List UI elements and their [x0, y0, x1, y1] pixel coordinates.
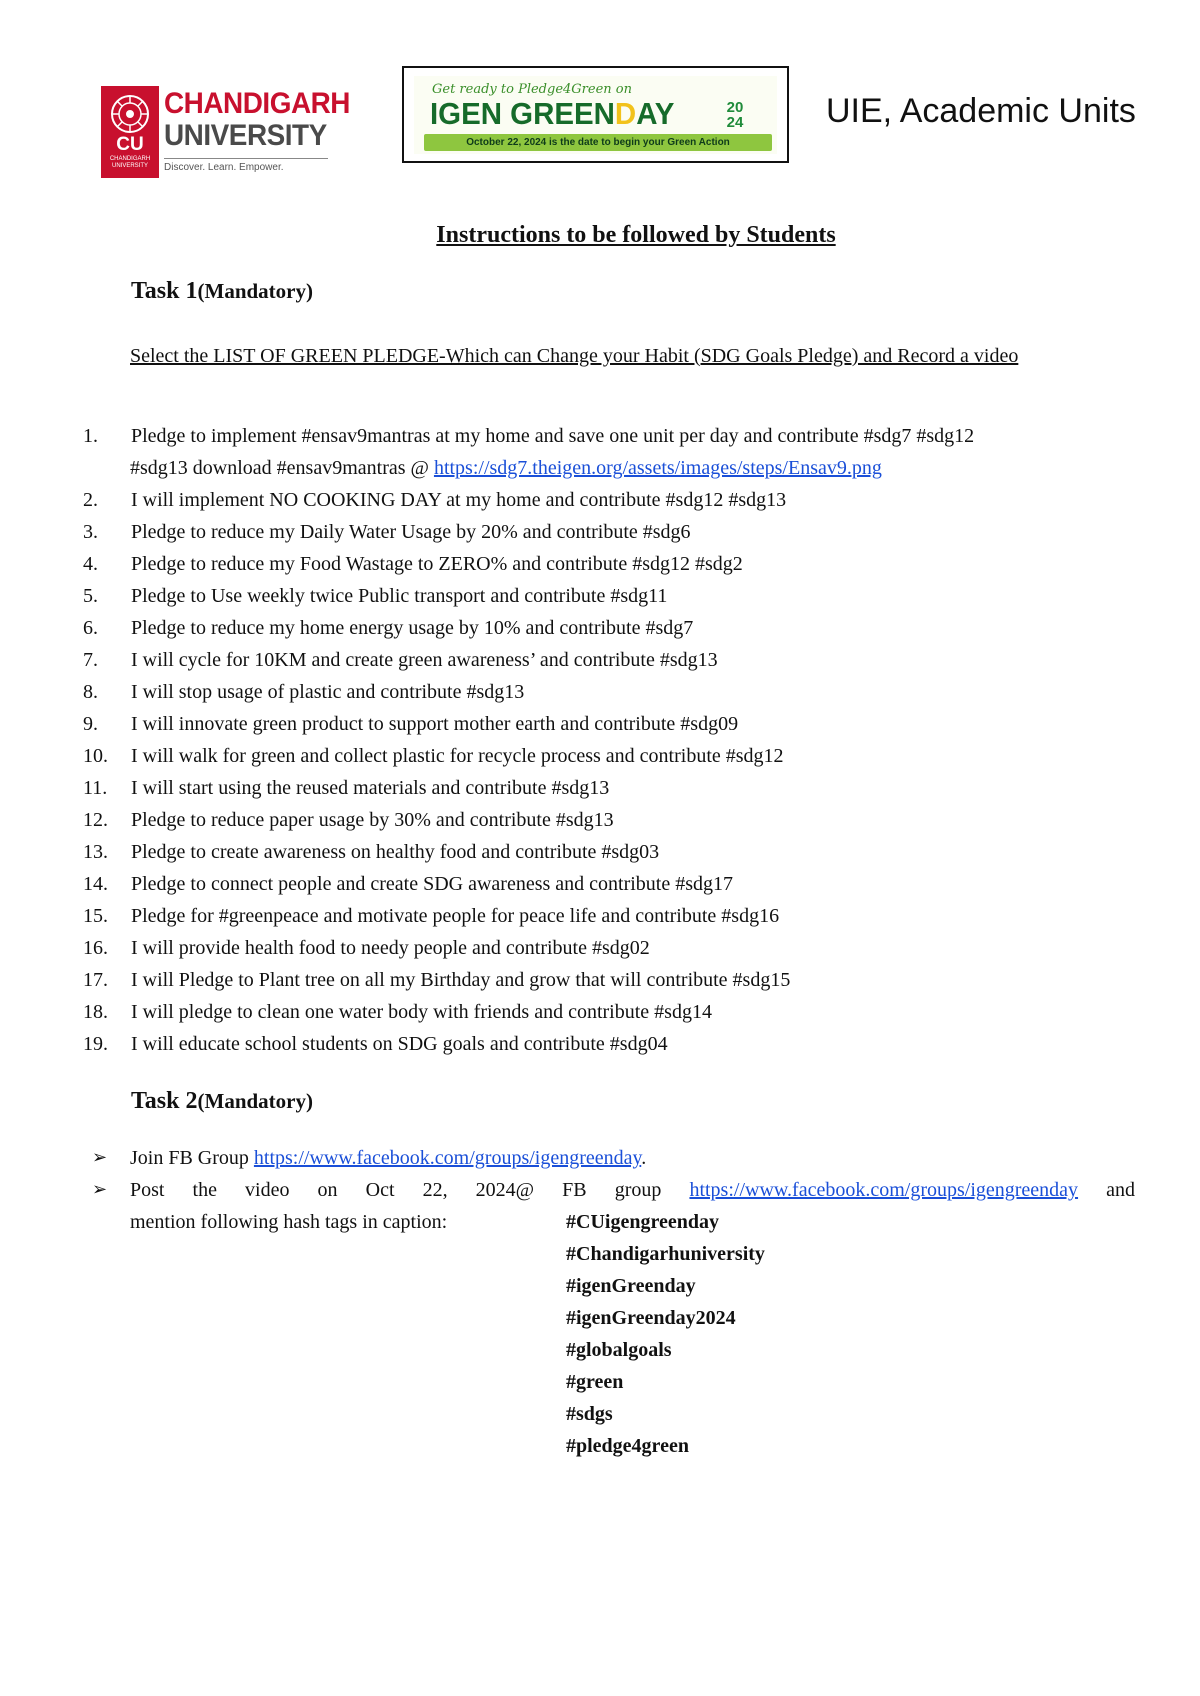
banner-title-a: IGEN GREEN: [430, 96, 615, 131]
list-item: [0, 964, 1200, 996]
list-item-text: Pledge to Use weekly twice Public transport and contribute #sdg11: [131, 585, 668, 607]
unit-title: UIE, Academic Units: [826, 92, 1136, 130]
task1-label: Task 1: [131, 278, 198, 304]
list-item-text: Pledge to reduce my Food Wastage to ZERO% and contribute #sdg12 #sdg2: [131, 553, 743, 575]
list-item-number: 15.: [83, 905, 108, 927]
list-item-text-line2: #sdg13 download #ensav9mantras @: [130, 457, 434, 479]
list-item-number: 19.: [83, 1033, 108, 1055]
list-item: [0, 836, 1200, 868]
list-item-text: Pledge for #greenpeace and motivate people for peace life and contribute #sdg16: [131, 905, 780, 927]
list-item-text: Pledge to reduce my Daily Water Usage by 20% and contribute #sdg6: [131, 521, 691, 543]
task2-join-text: [130, 1142, 1135, 1174]
list-item-number: 2.: [83, 489, 98, 511]
pledge-list: [0, 420, 1200, 1060]
university-name: [164, 88, 350, 152]
hashtag: #CUigengreenday: [566, 1211, 719, 1233]
banner-year-top: 20: [726, 99, 744, 116]
hashtag: #Chandigarhuniversity: [566, 1243, 765, 1265]
list-item-number: 8.: [83, 681, 98, 703]
join-end: .: [641, 1147, 647, 1169]
list-item-number: 14.: [83, 873, 108, 895]
list-item-text: Pledge to reduce paper usage by 30% and contribute #sdg13: [131, 809, 614, 831]
task2-label: Task 2: [131, 1088, 198, 1114]
list-item-text: Pledge to create awareness on healthy food and contribute #sdg03: [131, 841, 660, 863]
university-name-line2: UNIVERSITY: [164, 119, 327, 152]
list-item-text: I will educate school students on SDG goals and contribute #sdg04: [131, 1033, 668, 1055]
task2-mandatory: (Mandatory): [197, 1089, 313, 1113]
list-item-number: 16.: [83, 937, 108, 959]
list-item-text: I will Pledge to Plant tree on all my Birthday and grow that will contribute #sdg15: [131, 969, 791, 991]
list-item: [0, 740, 1200, 772]
hashtag: #globalgoals: [566, 1339, 672, 1361]
cu-abbr: CU: [116, 134, 144, 155]
banner-subtitle: Get ready to Pledge4Green on: [432, 82, 632, 97]
banner-title-b: AY: [636, 96, 675, 131]
list-item-text: I will start using the reused materials and contribute #sdg13: [131, 777, 610, 799]
list-item: [0, 932, 1200, 964]
list-item: [0, 420, 1200, 484]
list-item: [0, 868, 1200, 900]
fb-group-post-link[interactable]: https://www.facebook.com/groups/igengreenday: [689, 1179, 1079, 1201]
task1-heading: [131, 278, 313, 305]
banner-title-d: D: [614, 96, 637, 131]
list-item: [0, 580, 1200, 612]
join-label: Join FB Group: [130, 1147, 254, 1169]
hashtag: #pledge4green: [566, 1435, 689, 1457]
hashtag: #igenGreenday: [566, 1275, 696, 1297]
hashtag: #green: [566, 1371, 624, 1393]
task2-post-line1: [130, 1174, 1135, 1206]
list-item-number: 17.: [83, 969, 108, 991]
list-item-text: Pledge to connect people and create SDG awareness and contribute #sdg17: [131, 873, 734, 895]
task2-post-line2: mention following hash tags in caption:: [130, 1211, 448, 1233]
hashtag: #sdgs: [566, 1403, 613, 1425]
list-item-number: 13.: [83, 841, 108, 863]
list-item-number: 6.: [83, 617, 98, 639]
list-item-number: 1.: [83, 425, 98, 447]
list-item-number: 5.: [83, 585, 98, 607]
list-item: [0, 676, 1200, 708]
hashtag-list: [566, 1206, 765, 1462]
ensav9-link[interactable]: https://sdg7.theigen.org/assets/images/steps/Ensav9.png: [433, 457, 882, 479]
page-title: Instructions to be followed by Students: [436, 222, 836, 248]
list-item: [0, 804, 1200, 836]
list-item: [0, 548, 1200, 580]
post-end: and: [1106, 1179, 1136, 1201]
task1-intro: Select the LIST OF GREEN PLEDGE-Which can Change your Habit (SDG Goals Pledge) and Record a video: [130, 345, 1019, 367]
list-item-number: 4.: [83, 553, 98, 575]
list-item: [0, 612, 1200, 644]
list-item: [0, 996, 1200, 1028]
post-label: Post the video on Oct 22, 2024@ FB group: [130, 1179, 690, 1201]
chandigarh-university-logo: [101, 86, 350, 178]
list-item: [0, 484, 1200, 516]
list-item: [0, 516, 1200, 548]
hashtag: #igenGreenday2024: [566, 1307, 736, 1329]
task2-heading: [131, 1088, 313, 1115]
list-item-text: I will cycle for 10KM and create green awareness’ and contribute #sdg13: [131, 649, 718, 671]
logo-divider: [164, 158, 328, 159]
task1-mandatory: (Mandatory): [197, 279, 313, 303]
cu-logo-mark: [101, 86, 159, 178]
banner-year: [717, 100, 753, 130]
banner-title: [430, 96, 674, 132]
fb-group-link[interactable]: https://www.facebook.com/groups/igengreenday: [253, 1147, 642, 1169]
list-item: [0, 900, 1200, 932]
list-item-number: 10.: [83, 745, 108, 767]
igen-greenday-banner: [402, 66, 789, 163]
list-item-number: 18.: [83, 1001, 108, 1023]
list-item-text: I will implement NO COOKING DAY at my home and contribute #sdg12 #sdg13: [131, 489, 787, 511]
list-item: [0, 772, 1200, 804]
list-item-text: I will stop usage of plastic and contribute #sdg13: [131, 681, 525, 703]
list-item-text-continued: [130, 452, 1140, 484]
list-item-number: 11.: [83, 777, 108, 799]
seal-icon: [109, 93, 151, 135]
task2-join-item: [0, 1142, 1200, 1174]
list-item: [0, 708, 1200, 740]
list-item-number: 3.: [83, 521, 98, 543]
list-item-text: I will innovate green product to support mother earth and contribute #sdg09: [131, 713, 739, 735]
list-item: [0, 644, 1200, 676]
list-item-text: Pledge to reduce my home energy usage by 10% and contribute #sdg7: [131, 617, 694, 639]
list-item-number: 7.: [83, 649, 98, 671]
list-item-text: I will provide health food to needy people and contribute #sdg02: [131, 937, 650, 959]
cu-small-name: CHANDIGARH UNIVERSITY: [109, 156, 151, 169]
list-item-text: Pledge to implement #ensav9mantras at my home and save one unit per day and contribute #sdg7 #sdg12: [131, 425, 975, 447]
arrow-bullet-icon: ➢: [92, 1179, 108, 1200]
banner-date-text: October 22, 2024 is the date to begin your Green Action: [466, 137, 730, 148]
list-item-number: 9.: [83, 713, 98, 735]
list-item-text: I will walk for green and collect plastic for recycle process and contribute #sdg12: [131, 745, 784, 767]
university-tagline: Discover. Learn. Empower.: [164, 162, 284, 173]
banner-inner: [414, 76, 777, 154]
list-item: [0, 1028, 1200, 1060]
list-item-text: I will pledge to clean one water body with friends and contribute #sdg14: [131, 1001, 712, 1023]
arrow-bullet-icon: ➢: [92, 1147, 108, 1168]
list-item-number: 12.: [83, 809, 108, 831]
banner-date-strip: [424, 134, 772, 151]
banner-year-bottom: 24: [726, 114, 744, 131]
university-name-line1: CHANDIGARH: [164, 87, 350, 120]
